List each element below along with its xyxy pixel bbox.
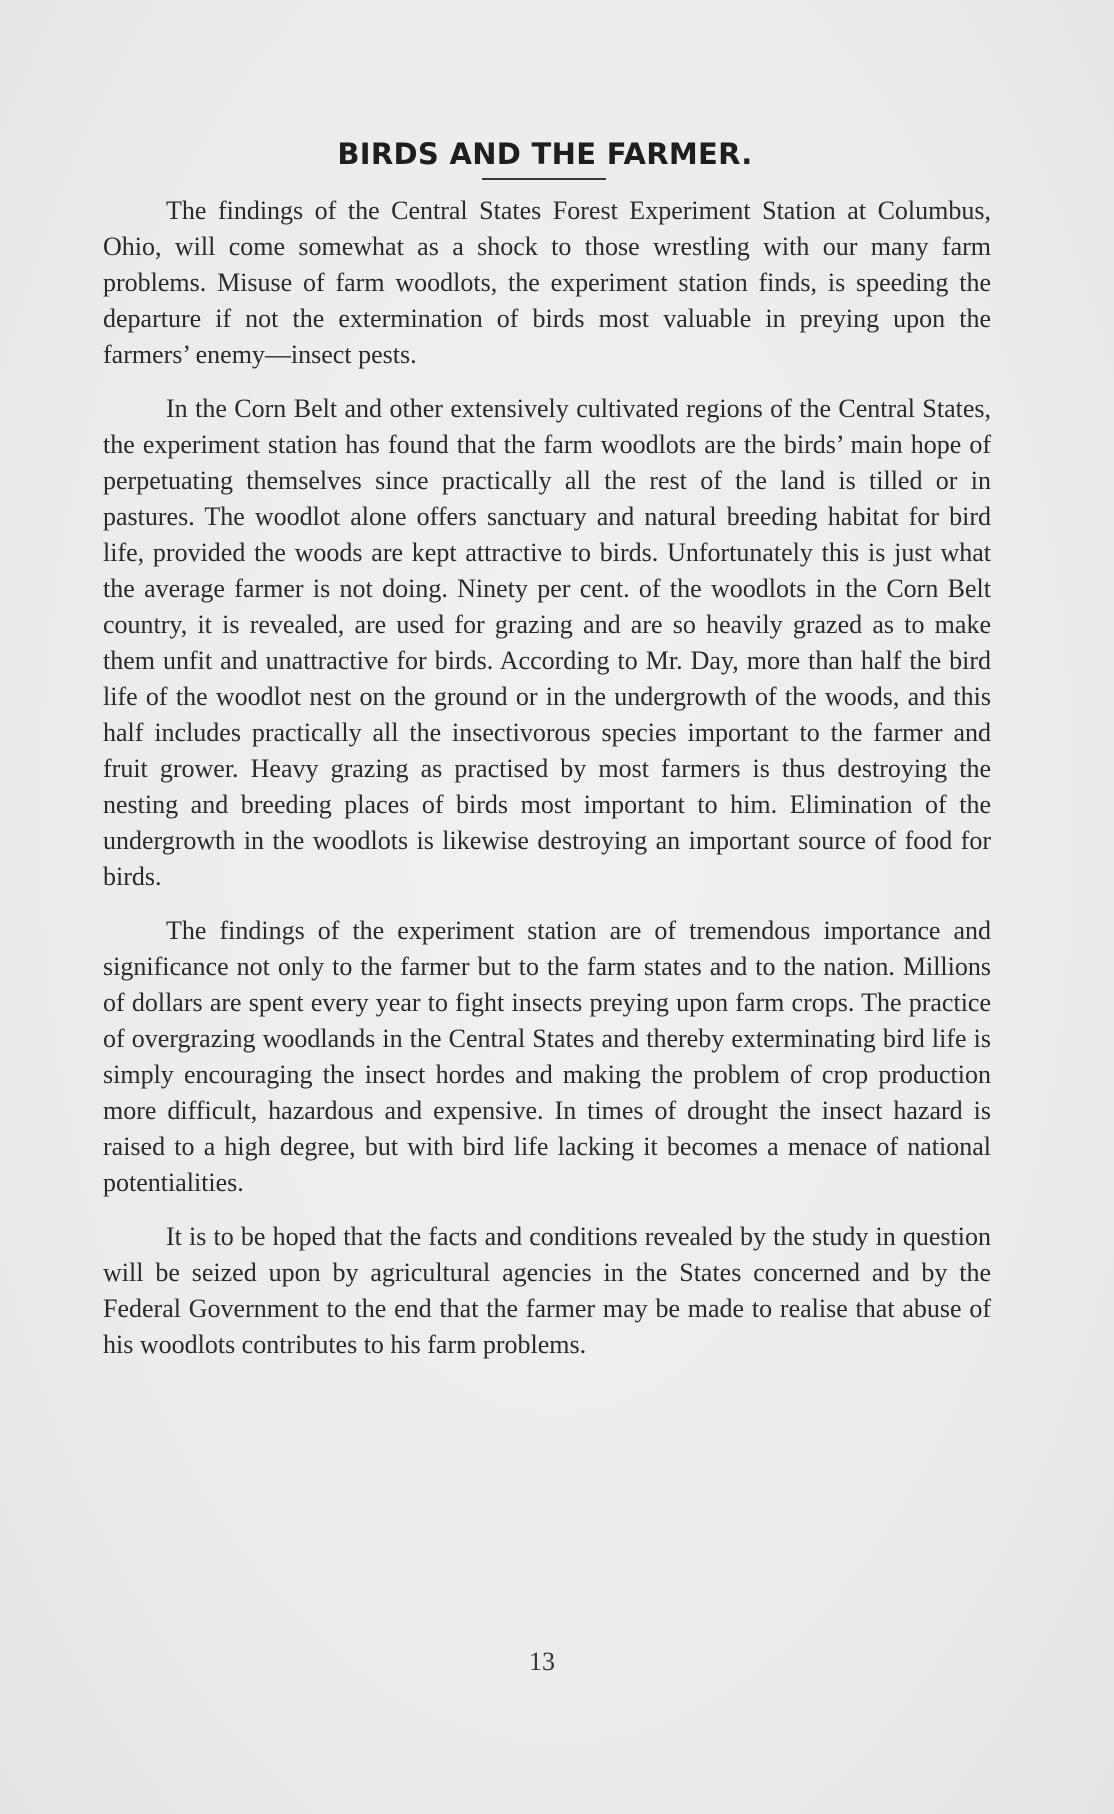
page-number: 13 <box>529 1647 555 1676</box>
paragraph-1: The findings of the Central States Forest Experiment Station at Columbus, Ohio, will come somewhat as a shock to those wrestling with our many farm problems. Misuse of farm woodlots, the experiment station finds, is speeding the departure if not the extermination of birds most valuable in preying upon the farmers’ enemy—insect pests. <box>103 196 991 369</box>
title-divider <box>482 178 606 180</box>
paragraph-4: It is to be hoped that the facts and conditions revealed by the study in question will be seized upon by agricultural agencies in the States concerned and by the Federal Government to the end that the farmer may be made to realise that abuse of his woodlots contributes to his farm problems. <box>103 1222 991 1359</box>
article-body <box>103 193 991 1381</box>
paragraph-3: The findings of the experiment station are of tremendous importance and significance not only to the farmer but to the farm states and to the nation. Millions of dollars are spent every year to fight insects preying upon farm crops. The practice of overgrazing woodlands in the Central States and thereby exterminating bird life is simply encouraging the insect hordes and making the problem of crop production more difficult, hazardous and expensive. In times of drought the insect hazard is raised to a high degree, but with bird life lacking it becomes a menace of national potentialities. <box>103 916 991 1197</box>
paragraph-2: In the Corn Belt and other extensively cultivated regions of the Central States, the experiment station has found that the farm woodlots are the birds’ main hope of perpetuating themselves since practically all the rest of the land is tilled or in pastures. The woodlot alone offers sanctuary and natural breeding habitat for bird life, provided the woods are kept attractive to birds. Unfortunately this is just what the average farmer is not doing. Ninety per cent. of the woodlots in the Corn Belt country, it is revealed, are used for grazing and are so heavily grazed as to make them unfit and unattractive for birds. According to Mr. Day, more than half the bird life of the woodlot nest on the ground or in the undergrowth of the woods, and this half includes practically all the insectivorous species important to the farmer and fruit grower. Heavy grazing as practised by most farmers is thus destroying the nesting and breeding places of birds most important to him. Elimination of the undergrowth in the woodlots is likewise destroying an important source of food for birds. <box>103 394 991 891</box>
page-title: BIRDS AND THE FARMER. <box>337 137 753 172</box>
